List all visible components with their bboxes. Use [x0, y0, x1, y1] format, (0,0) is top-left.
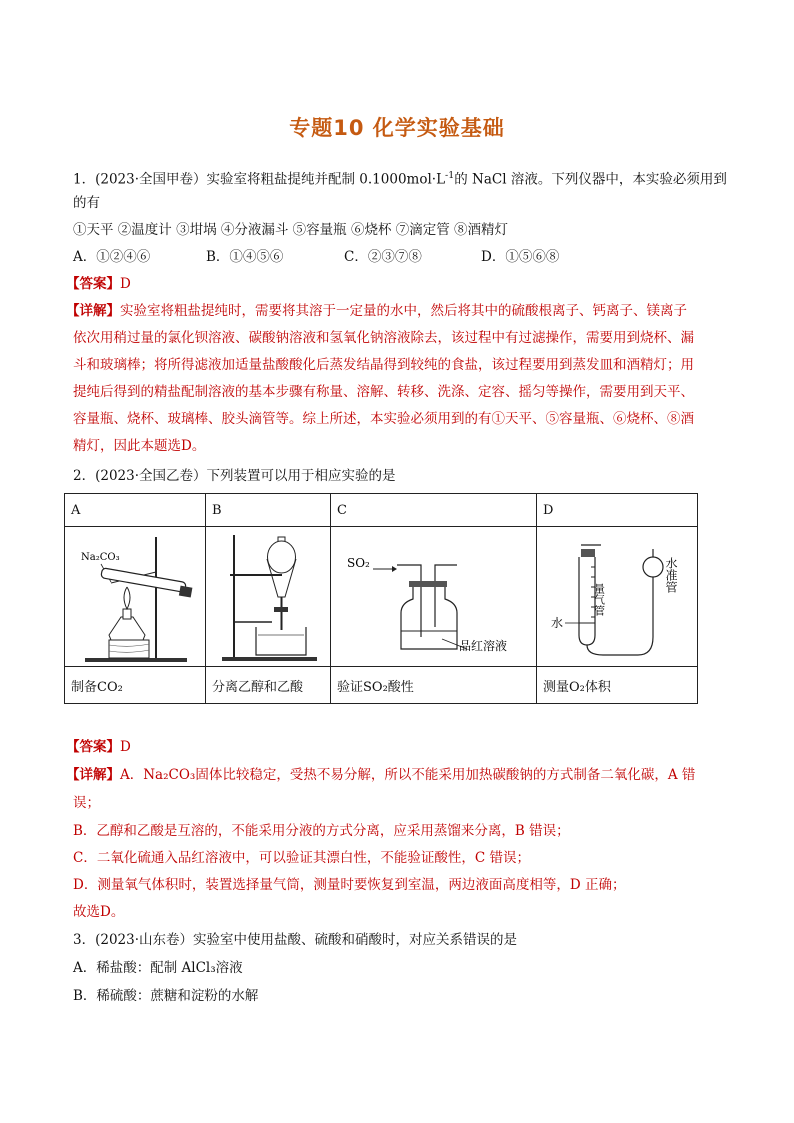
q1-detail-line: 精灯，因此本题选D。	[73, 438, 206, 454]
table-header-a: A	[65, 494, 206, 527]
caption-d: 测量O₂体积	[537, 667, 698, 704]
figure-d-level-label: 水准管	[664, 557, 678, 593]
q1-option-d[interactable]: D．①⑤⑥⑧	[481, 249, 560, 265]
q2-detail-text: A．Na₂CO₃固体比较稳定，受热不易分解，所以不能采用加热碳酸钠的方式制备二氧化碳，A 错	[120, 767, 696, 783]
figure-d-burette-label: 量气管	[592, 583, 606, 616]
apparatus-separatory-funnel-figure	[212, 527, 324, 662]
figure-d-cell	[537, 527, 698, 667]
figure-d-water-label: 水	[551, 616, 564, 630]
q2-detail-line: C．二氧化硫通入品红溶液中，可以验证其漂白性，不能验证酸性，C 错误；	[73, 850, 530, 866]
figure-c-gas-label: SO₂	[347, 556, 370, 570]
table-header-c: C	[331, 494, 537, 527]
caption-b: 分离乙醇和乙酸	[206, 667, 331, 704]
q1-detail-line: 斗和玻璃棒；将所得滤液加适量盐酸酸化后蒸发结晶得到较纯的食盐，该过程要用到蒸发皿和酒精灯；用	[73, 357, 694, 373]
detail-tag: 【详解】	[66, 303, 120, 319]
q1-stem-sup: -1	[445, 170, 455, 181]
q1-stem-text: 1．(2023·全国甲卷）实验室将粗盐提纯并配制 0.1000mol·L	[73, 171, 446, 188]
q1-stem-line2: 的有	[73, 195, 100, 211]
answer-tag: 【答案】	[66, 739, 120, 755]
q2-detail-line: D．测量氧气体积时，装置选择量气筒，测量时要恢复到室温，两边液面高度相等，D 正确；	[73, 877, 626, 893]
q3-option-b[interactable]: B．稀硫酸：蔗糖和淀粉的水解	[73, 988, 259, 1004]
q2-detail-line	[66, 765, 695, 785]
page-title: 专题10 化学实验基础	[289, 116, 505, 140]
q3-option-a[interactable]: A．稀盐酸：配制 AlCl₃溶液	[73, 960, 243, 976]
q1-stem-line1	[73, 166, 727, 190]
figure-b-cell	[206, 527, 331, 667]
q1-option-c[interactable]: C．②③⑦⑧	[344, 249, 422, 265]
q1-detail-line: 提纯后得到的精盐配制溶液的基本步骤有称量、溶解、转移、洗涤、定容、摇匀等操作，需要用到天平、	[73, 384, 694, 400]
q1-option-b[interactable]: B．①④⑤⑥	[206, 249, 284, 265]
table-header-b: B	[206, 494, 331, 527]
q1-answer-value: D	[120, 276, 131, 292]
q2-answer-value: D	[120, 739, 131, 755]
q2-detail-line: B．乙醇和乙酸是互溶的，不能采用分液的方式分离，应采用蒸馏来分离，B 错误；	[73, 823, 570, 839]
apparatus-gas-washing-bottle-figure	[337, 527, 530, 662]
figure-a-cell	[65, 527, 206, 667]
q3-stem: 3．(2023·山东卷）实验室中使用盐酸、硫酸和硝酸时，对应关系错误的是	[73, 932, 518, 948]
q1-items: ①天平 ②温度计 ③坩埚 ④分液漏斗 ⑤容量瓶 ⑥烧杯 ⑦滴定管 ⑧酒精灯	[73, 222, 509, 238]
q2-apparatus-table	[64, 493, 698, 704]
q1-detail-line	[66, 301, 687, 321]
apparatus-gas-burette-figure	[543, 527, 691, 662]
q2-answer	[66, 737, 131, 757]
detail-tag: 【详解】	[66, 767, 120, 783]
answer-tag: 【答案】	[66, 276, 120, 292]
table-header-d: D	[537, 494, 698, 527]
q1-stem-text-end: 的 NaCl 溶液。下列仪器中，本实验必须用到	[454, 171, 727, 188]
q1-option-a[interactable]: A．①②④⑥	[73, 249, 151, 265]
caption-c: 验证SO₂酸性	[331, 667, 537, 704]
q1-detail-line: 容量瓶、烧杯、玻璃棒、胶头滴管等。综上所述，本实验必须用到的有①天平、⑤容量瓶、⑥烧杯、⑧酒	[73, 411, 694, 427]
figure-c-liquid-label: 品红溶液	[459, 639, 508, 653]
q2-detail-line: 误；	[73, 795, 100, 811]
q1-options	[73, 247, 559, 267]
caption-a: 制备CO₂	[65, 667, 206, 704]
q2-detail-line: 故选D。	[73, 904, 125, 920]
q1-detail-line: 依次用稍过量的氯化钡溶液、碳酸钠溶液和氢氧化钠溶液除去，该过程中有过滤操作，需要用到烧杯、漏	[73, 330, 694, 346]
figure-a-label: Na₂CO₃	[81, 552, 120, 563]
q2-stem: 2．(2023·全国乙卷）下列装置可以用于相应实验的是	[73, 468, 396, 484]
figure-c-cell	[331, 527, 537, 667]
q1-answer	[66, 274, 131, 294]
q1-detail-text: 实验室将粗盐提纯时，需要将其溶于一定量的水中，然后将其中的硫酸根离子、钙离子、镁离子	[120, 303, 687, 319]
apparatus-heating-tube-figure	[71, 527, 199, 662]
